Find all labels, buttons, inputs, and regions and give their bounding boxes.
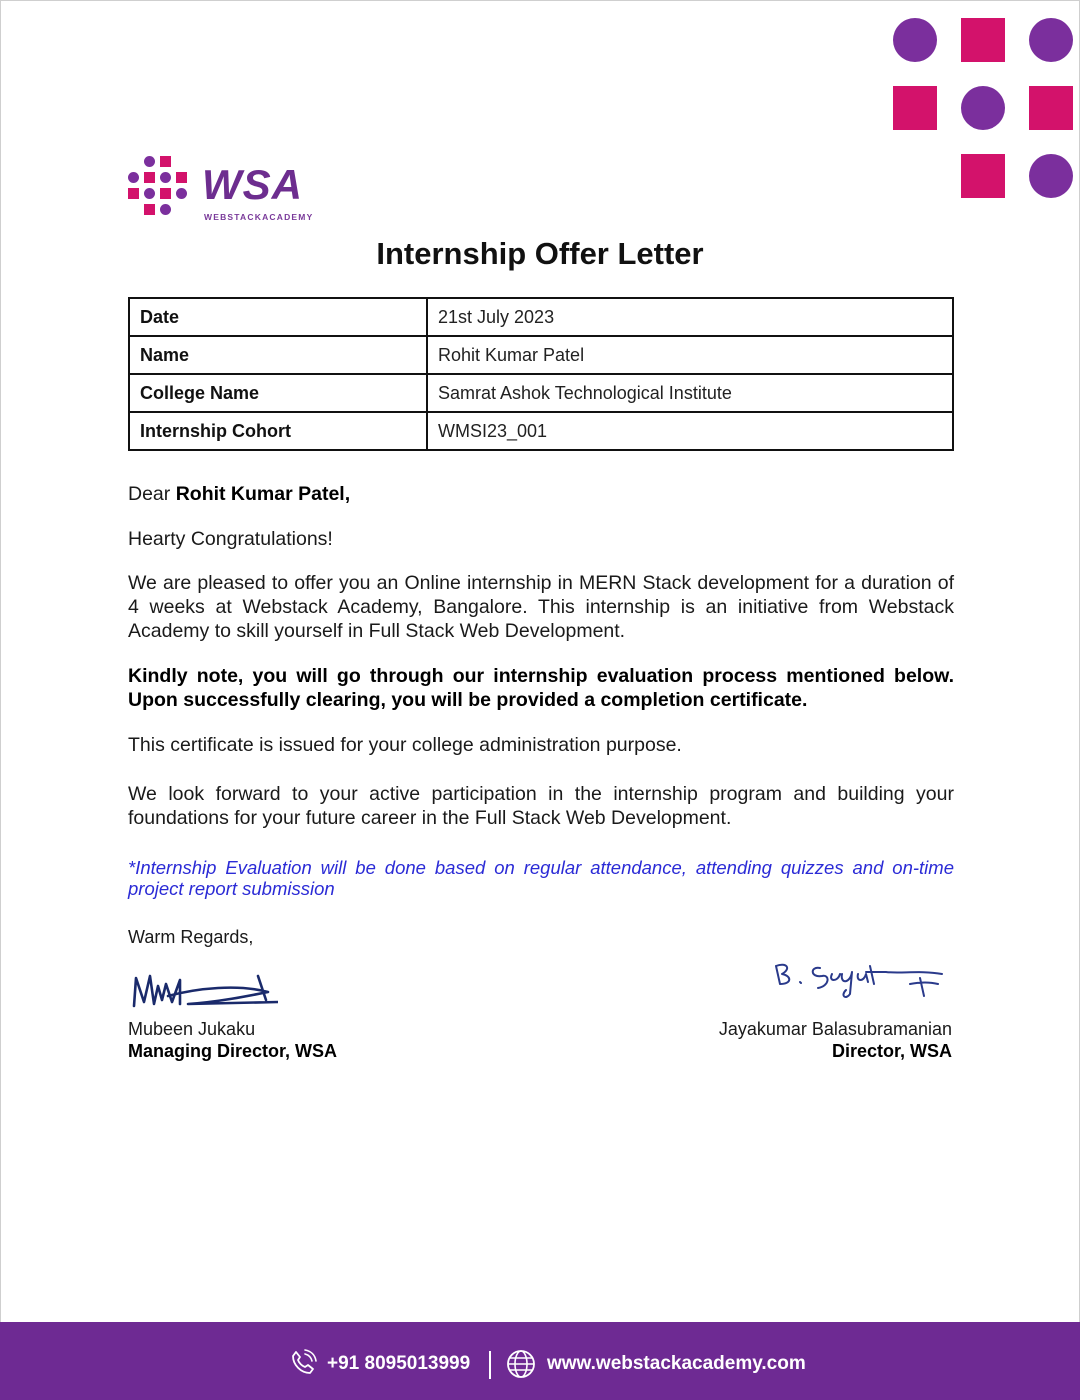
signatory-left-name: Mubeen Jukaku	[128, 1019, 256, 1039]
certificate-paragraph: This certificate is issued for your college administration purpose.	[128, 734, 682, 756]
detail-value: 21st July 2023	[427, 298, 953, 336]
signatory-right-role: Director, WSA	[831, 1041, 952, 1061]
salutation	[128, 482, 954, 506]
detail-label: Internship Cohort	[129, 412, 427, 450]
letter-title: Internship Offer Letter	[376, 236, 704, 271]
table-row	[129, 374, 953, 412]
signature-right	[770, 956, 950, 1006]
globe-icon	[505, 1348, 537, 1380]
detail-value: Samrat Ashok Technological Institute	[427, 374, 953, 412]
recipient-name: Rohit Kumar Patel,	[175, 483, 351, 505]
signatory-left-role: Managing Director, WSA	[128, 1041, 338, 1061]
footer-divider	[489, 1351, 491, 1379]
congratulations-line: Hearty Congratulations!	[128, 528, 333, 550]
table-row	[129, 298, 953, 336]
warm-regards: Warm Regards,	[128, 927, 254, 947]
detail-label: Name	[129, 336, 427, 374]
offer-paragraph: We are pleased to offer you an Online internship in MERN Stack development for a duration of 4 weeks at Webstack Academy, Bangalore. This internship is an initiative from Webstack Academy to skill yourself in Full Stack Web Development.	[128, 572, 954, 642]
detail-label: Date	[129, 298, 427, 336]
pattern-square	[961, 18, 1005, 62]
wsa-logo	[124, 154, 324, 224]
footer-phone[interactable]: +91 8095013999	[327, 1353, 471, 1374]
closing-paragraph: We look forward to your active participation in the internship program and building your foundations for your future career in the Full Stack Web Development.	[128, 783, 954, 829]
detail-value: Rohit Kumar Patel	[427, 336, 953, 374]
footer-website[interactable]: www.webstackacademy.com	[547, 1353, 806, 1374]
logo-tagline: WEBSTACKACADEMY	[204, 212, 314, 222]
logo-dots-icon	[124, 154, 192, 222]
salutation-prefix: Dear	[128, 483, 171, 505]
pattern-circle	[1029, 154, 1073, 198]
footer-bar	[0, 1322, 1080, 1400]
table-row	[129, 336, 953, 374]
pattern-square	[961, 154, 1005, 198]
signature-left	[128, 966, 278, 1016]
evaluation-paragraph: Kindly note, you will go through our internship evaluation process mentioned below. Upon successfully clearing, you will be provided a completion certificate.	[128, 665, 954, 711]
corner-pattern	[893, 18, 1073, 200]
detail-label: College Name	[129, 374, 427, 412]
evaluation-note: *Internship Evaluation will be done based on regular attendance, attending quizzes and on-time project report submission	[128, 857, 954, 899]
pattern-circle	[893, 18, 937, 62]
pattern-circle	[1029, 18, 1073, 62]
signatory-right-name: Jayakumar Balasubramanian	[718, 1019, 952, 1039]
detail-value: WMSI23_001	[427, 412, 953, 450]
details-table	[128, 297, 954, 451]
pattern-circle	[961, 86, 1005, 130]
pattern-square	[1029, 86, 1073, 130]
table-row	[129, 412, 953, 450]
pattern-square	[893, 86, 937, 130]
phone-icon	[288, 1348, 318, 1378]
logo-wordmark: WSA	[202, 161, 303, 208]
